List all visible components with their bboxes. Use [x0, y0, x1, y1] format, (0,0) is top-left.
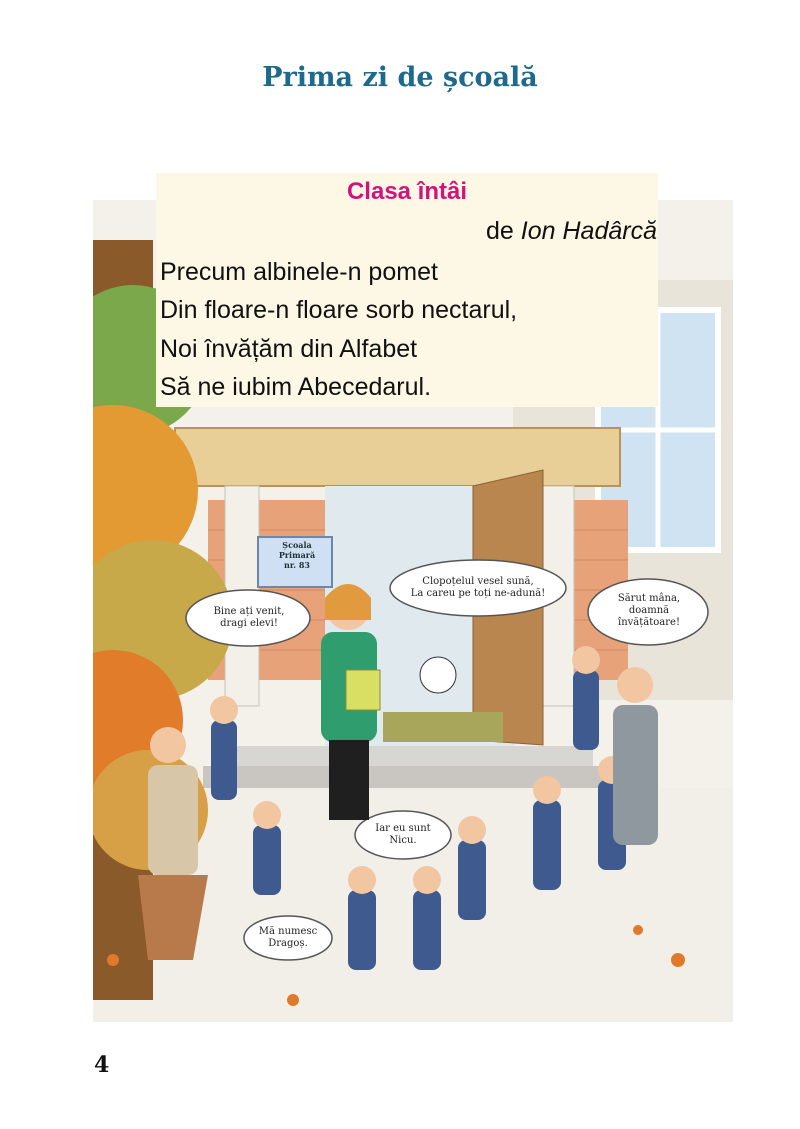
- poem-box: [156, 173, 658, 407]
- poem-author: [486, 217, 657, 246]
- poem-line: Să ne iubim Abecedarul.: [160, 373, 432, 401]
- speech-bubble-dragos: Mă numesc Dragoș.: [258, 926, 318, 949]
- page-title: Prima zi de școală: [262, 62, 538, 93]
- poem-line: Noi învățăm din Alfabet: [160, 335, 418, 363]
- page-number: 4: [94, 1052, 110, 1078]
- poem-line: Precum albinele-n pomet: [160, 258, 438, 286]
- speech-bubble-bell: Clopoțelul vesel sună, La careu pe toți ne-adună!: [410, 576, 546, 599]
- speech-bubble-teacher: Bine ați venit, dragi elevi!: [213, 606, 285, 629]
- speech-bubble-pupils: Sărut mâna, doamnă învățătoare!: [617, 593, 681, 628]
- author-prefix: de: [486, 217, 514, 245]
- sign-text: Școala Primară nr. 83: [278, 540, 316, 570]
- speech-bubble-nicu: Iar eu sunt Nicu.: [375, 823, 431, 846]
- author-name: Ion Hadârcă: [520, 217, 657, 245]
- poem-line: Din floare-n floare sorb nectarul,: [160, 296, 518, 324]
- poem-title: Clasa întâi: [346, 178, 468, 205]
